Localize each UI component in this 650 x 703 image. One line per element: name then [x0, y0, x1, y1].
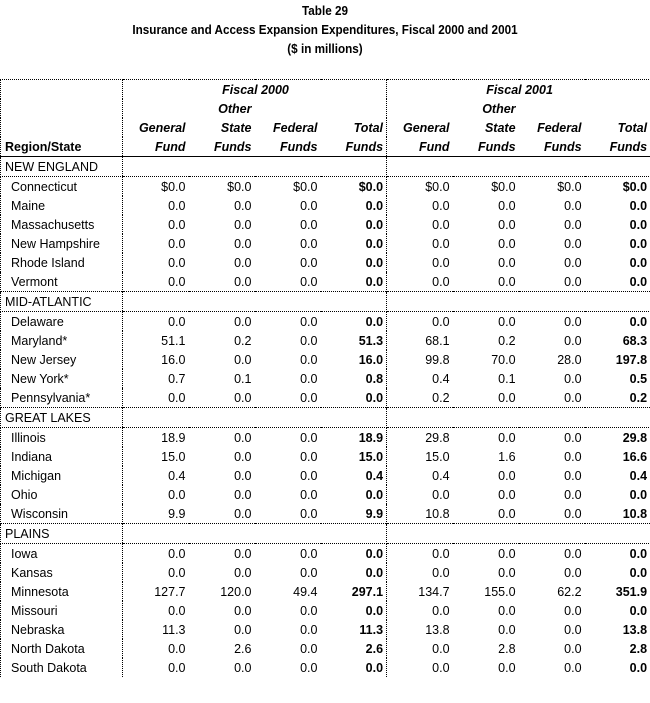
value-cell: 99.8: [425, 352, 450, 367]
value-cell: 9.9: [123, 504, 189, 524]
table-row: [1, 253, 650, 272]
total-cell: 0.0: [585, 485, 650, 504]
value-cell: 0.0: [564, 565, 582, 580]
value-cell: 0.0: [432, 255, 450, 270]
total-cell: 0.0: [585, 658, 650, 677]
region-label: NEW ENGLAND: [1, 157, 123, 177]
region-label: MID-ATLANTIC: [1, 292, 123, 312]
total-cell: 13.8: [585, 620, 650, 639]
value-cell: $0.0: [123, 177, 189, 197]
value-cell: 0.0: [564, 468, 582, 483]
value-cell: 0.0: [300, 546, 318, 561]
value-cell: $0.0: [425, 179, 450, 194]
value-cell: 0.0: [498, 430, 516, 445]
region-label: GREAT LAKES: [1, 408, 123, 428]
value-cell: 0.0: [234, 487, 252, 502]
value-cell: 0.0: [300, 430, 318, 445]
value-cell: 0.0: [564, 660, 582, 675]
value-cell: 0.0: [564, 546, 582, 561]
value-cell: 0.0: [234, 255, 252, 270]
state-name: Michigan: [1, 466, 123, 485]
general-header-2000-b: Fund: [123, 137, 189, 157]
state-name: New Jersey: [1, 350, 123, 369]
total-cell: 351.9: [585, 582, 650, 601]
value-cell: 0.0: [234, 506, 252, 521]
region-row: [1, 157, 650, 177]
total-cell: 197.8: [585, 350, 650, 369]
value-cell: 0.0: [234, 449, 252, 464]
table-row: [1, 234, 650, 253]
general-header-2000-a: General: [123, 118, 189, 137]
region-label: PLAINS: [1, 524, 123, 544]
total-cell: $0.0: [321, 177, 387, 197]
table-row: [1, 485, 650, 504]
table-row: [1, 582, 650, 601]
value-cell: 0.0: [234, 352, 252, 367]
value-cell: 0.0: [498, 546, 516, 561]
total-cell: 0.2: [585, 388, 650, 408]
value-cell: 49.4: [293, 584, 318, 599]
table-body: [1, 157, 650, 678]
total-cell: 0.0: [321, 215, 387, 234]
value-cell: 0.0: [564, 430, 582, 445]
value-cell: 0.0: [432, 603, 450, 618]
value-cell: 0.0: [234, 622, 252, 637]
table-row: [1, 639, 650, 658]
total-cell: 29.8: [585, 428, 650, 448]
table-row: [1, 504, 650, 524]
state-name: New York*: [1, 369, 123, 388]
value-cell: 0.0: [300, 333, 318, 348]
value-cell: 70.0: [491, 352, 516, 367]
total-cell: 18.9: [321, 428, 387, 448]
state-name: Iowa: [1, 544, 123, 564]
table-row: [1, 196, 650, 215]
value-cell: 0.0: [300, 371, 318, 386]
value-cell: 0.0: [300, 390, 318, 405]
total-cell: 0.0: [585, 196, 650, 215]
table-title-block: [0, 0, 650, 61]
value-cell: 0.0: [300, 468, 318, 483]
table-row: [1, 620, 650, 639]
value-cell: 0.0: [564, 449, 582, 464]
other-header-2001-c: Funds: [453, 137, 519, 157]
state-name: Ohio: [1, 485, 123, 504]
value-cell: 0.0: [432, 487, 450, 502]
total-cell: 0.0: [321, 312, 387, 332]
state-name: Rhode Island: [1, 253, 123, 272]
other-header-2000-c: Funds: [189, 137, 255, 157]
table-row: [1, 658, 650, 677]
total-cell: 0.0: [321, 544, 387, 564]
total-cell: 11.3: [321, 620, 387, 639]
table-row: [1, 544, 650, 564]
value-cell: 0.7: [123, 369, 189, 388]
value-cell: 11.3: [123, 620, 189, 639]
value-cell: 0.0: [564, 333, 582, 348]
total-cell: $0.0: [585, 177, 650, 197]
table-row: [1, 428, 650, 448]
table-row: [1, 388, 650, 408]
total-cell: 0.0: [585, 234, 650, 253]
value-cell: 0.0: [498, 255, 516, 270]
value-cell: 62.2: [557, 584, 582, 599]
table-row: [1, 601, 650, 620]
total-cell: 0.0: [321, 485, 387, 504]
total-cell: 0.0: [585, 544, 650, 564]
value-cell: 0.0: [498, 506, 516, 521]
total-header-2000-b: Funds: [321, 137, 387, 157]
value-cell: 0.0: [432, 217, 450, 232]
value-cell: 0.0: [123, 658, 189, 677]
total-cell: 16.6: [585, 447, 650, 466]
total-header-2000-a: Total: [321, 118, 387, 137]
value-cell: 10.8: [425, 506, 450, 521]
total-cell: 2.6: [321, 639, 387, 658]
value-cell: 0.0: [564, 371, 582, 386]
value-cell: 68.1: [425, 333, 450, 348]
value-cell: 0.0: [498, 236, 516, 251]
state-name: Maryland*: [1, 331, 123, 350]
value-cell: 16.0: [123, 350, 189, 369]
total-cell: 0.0: [585, 253, 650, 272]
state-name: Minnesota: [1, 582, 123, 601]
value-cell: 0.0: [300, 449, 318, 464]
value-cell: 0.0: [432, 565, 450, 580]
table-units: ($ in millions): [287, 41, 363, 56]
value-cell: 0.0: [300, 622, 318, 637]
value-cell: $0.0: [293, 179, 318, 194]
value-cell: 0.0: [234, 217, 252, 232]
other-header-2001-b: State: [484, 120, 516, 135]
value-cell: 2.6: [234, 641, 252, 656]
general-header-2001-a: General: [402, 120, 450, 135]
value-cell: 0.0: [564, 217, 582, 232]
value-cell: 0.0: [300, 198, 318, 213]
state-name: South Dakota: [1, 658, 123, 677]
value-cell: 0.0: [564, 603, 582, 618]
table-row: [1, 177, 650, 197]
state-name: Kansas: [1, 563, 123, 582]
value-cell: 0.2: [234, 333, 252, 348]
value-cell: 0.0: [300, 352, 318, 367]
value-cell: 2.8: [498, 641, 516, 656]
value-cell: 0.4: [432, 468, 450, 483]
state-name: Massachusetts: [1, 215, 123, 234]
value-cell: 0.0: [432, 274, 450, 289]
state-name: North Dakota: [1, 639, 123, 658]
header-row-3: [1, 137, 650, 157]
state-name: Maine: [1, 196, 123, 215]
state-name: Pennsylvania*: [1, 388, 123, 408]
total-cell: 0.0: [585, 312, 650, 332]
table-row: [1, 331, 650, 350]
value-cell: 0.0: [123, 215, 189, 234]
header-row-1: [1, 99, 650, 118]
fiscal-2001-header: Fiscal 2001: [387, 80, 650, 100]
total-cell: 0.5: [585, 369, 650, 388]
value-cell: 0.0: [564, 236, 582, 251]
value-cell: 0.4: [123, 466, 189, 485]
value-cell: 0.0: [432, 236, 450, 251]
value-cell: 0.0: [234, 468, 252, 483]
value-cell: 0.0: [234, 660, 252, 675]
value-cell: 51.1: [123, 331, 189, 350]
region-row: [1, 292, 650, 312]
header-row-2: [1, 118, 650, 137]
value-cell: 0.0: [564, 622, 582, 637]
value-cell: 0.0: [564, 487, 582, 502]
total-cell: 0.0: [321, 563, 387, 582]
value-cell: 1.6: [498, 449, 516, 464]
table-row: [1, 312, 650, 332]
value-cell: 0.0: [234, 274, 252, 289]
value-cell: 18.9: [123, 428, 189, 448]
value-cell: 0.0: [234, 603, 252, 618]
value-cell: 0.0: [123, 312, 189, 332]
state-name: Nebraska: [1, 620, 123, 639]
other-header-2001-a: Other: [482, 101, 516, 116]
total-cell: 0.0: [585, 272, 650, 292]
value-cell: 0.0: [123, 388, 189, 408]
total-cell: 0.4: [321, 466, 387, 485]
value-cell: 0.0: [234, 314, 252, 329]
total-cell: 9.9: [321, 504, 387, 524]
region-state-header: Region/State: [1, 137, 123, 157]
other-header-2000-b: State: [220, 120, 252, 135]
table-title: Insurance and Access Expansion Expenditures, Fiscal 2000 and 2001: [132, 22, 518, 37]
value-cell: 0.4: [432, 371, 450, 386]
value-cell: 0.0: [498, 390, 516, 405]
state-name: Connecticut: [1, 177, 123, 197]
value-cell: 127.7: [123, 582, 189, 601]
value-cell: 0.0: [432, 641, 450, 656]
value-cell: 0.0: [123, 485, 189, 504]
value-cell: 29.8: [425, 430, 450, 445]
total-cell: 10.8: [585, 504, 650, 524]
value-cell: 0.0: [300, 236, 318, 251]
state-name: Indiana: [1, 447, 123, 466]
value-cell: 0.0: [432, 546, 450, 561]
value-cell: 0.0: [564, 506, 582, 521]
total-cell: 297.1: [321, 582, 387, 601]
value-cell: $0.0: [491, 179, 516, 194]
value-cell: 0.0: [498, 660, 516, 675]
value-cell: 0.0: [300, 487, 318, 502]
total-cell: 0.0: [585, 215, 650, 234]
value-cell: 0.0: [123, 563, 189, 582]
value-cell: 28.0: [557, 352, 582, 367]
value-cell: 0.0: [300, 660, 318, 675]
value-cell: 0.0: [300, 255, 318, 270]
general-header-2001-b: Fund: [387, 137, 453, 157]
value-cell: 0.0: [123, 639, 189, 658]
table-row: [1, 447, 650, 466]
value-cell: 0.0: [123, 234, 189, 253]
state-name: Illinois: [1, 428, 123, 448]
federal-header-2000-b: Funds: [255, 137, 321, 157]
value-cell: 0.0: [234, 430, 252, 445]
value-cell: $0.0: [227, 179, 252, 194]
state-name: New Hampshire: [1, 234, 123, 253]
federal-header-2000-a: Federal: [273, 120, 318, 135]
value-cell: 0.0: [234, 236, 252, 251]
fiscal-2000-header: Fiscal 2000: [123, 80, 387, 100]
value-cell: 13.8: [425, 622, 450, 637]
table-row: [1, 350, 650, 369]
state-name: Wisconsin: [1, 504, 123, 524]
state-name: Missouri: [1, 601, 123, 620]
value-cell: 0.0: [300, 274, 318, 289]
value-cell: 0.0: [498, 565, 516, 580]
federal-header-2001-a: Federal: [537, 120, 582, 135]
total-cell: 0.8: [321, 369, 387, 388]
value-cell: 0.0: [498, 274, 516, 289]
total-cell: 0.0: [585, 563, 650, 582]
value-cell: 0.0: [123, 601, 189, 620]
value-cell: 0.1: [498, 371, 516, 386]
value-cell: 0.0: [564, 198, 582, 213]
value-cell: 155.0: [484, 584, 516, 599]
total-cell: 0.0: [321, 601, 387, 620]
table-row: [1, 215, 650, 234]
value-cell: 15.0: [425, 449, 450, 464]
value-cell: $0.0: [557, 179, 582, 194]
value-cell: 0.0: [234, 546, 252, 561]
value-cell: 0.0: [564, 390, 582, 405]
value-cell: 0.0: [300, 565, 318, 580]
total-cell: 16.0: [321, 350, 387, 369]
value-cell: 0.0: [498, 603, 516, 618]
value-cell: 134.7: [418, 584, 450, 599]
state-name: Delaware: [1, 312, 123, 332]
table-row: [1, 466, 650, 485]
total-cell: 0.0: [321, 272, 387, 292]
total-cell: 51.3: [321, 331, 387, 350]
value-cell: 0.0: [498, 468, 516, 483]
value-cell: 0.0: [564, 255, 582, 270]
value-cell: 0.2: [432, 390, 450, 405]
value-cell: 0.1: [234, 371, 252, 386]
total-cell: 0.0: [321, 196, 387, 215]
value-cell: 0.0: [498, 217, 516, 232]
value-cell: 0.0: [234, 198, 252, 213]
value-cell: 0.0: [300, 217, 318, 232]
value-cell: 0.0: [234, 565, 252, 580]
value-cell: 0.0: [564, 641, 582, 656]
federal-header-2001-b: Funds: [519, 137, 585, 157]
total-cell: 0.4: [585, 466, 650, 485]
value-cell: 0.0: [234, 390, 252, 405]
total-cell: 0.0: [585, 601, 650, 620]
total-cell: 0.0: [321, 234, 387, 253]
value-cell: 15.0: [123, 447, 189, 466]
value-cell: 0.0: [432, 198, 450, 213]
table-row: [1, 272, 650, 292]
total-header-2001-b: Funds: [585, 137, 650, 157]
value-cell: 0.0: [564, 314, 582, 329]
fiscal-year-header-row: [1, 80, 650, 100]
value-cell: 0.0: [123, 253, 189, 272]
total-cell: 68.3: [585, 331, 650, 350]
region-row: [1, 408, 650, 428]
value-cell: 0.0: [498, 198, 516, 213]
table-number: Table 29: [302, 3, 348, 18]
value-cell: 0.0: [300, 506, 318, 521]
value-cell: 0.0: [498, 314, 516, 329]
value-cell: 0.2: [498, 333, 516, 348]
total-header-2001-a: Total: [585, 118, 650, 137]
table-row: [1, 369, 650, 388]
total-cell: 0.0: [321, 253, 387, 272]
value-cell: 0.0: [300, 314, 318, 329]
total-cell: 0.0: [321, 388, 387, 408]
table-row: [1, 563, 650, 582]
value-cell: 0.0: [123, 544, 189, 564]
state-name: Vermont: [1, 272, 123, 292]
value-cell: 120.0: [220, 584, 252, 599]
total-cell: 0.0: [321, 658, 387, 677]
other-header-2000-a: Other: [218, 101, 252, 116]
value-cell: 0.0: [432, 660, 450, 675]
total-cell: 15.0: [321, 447, 387, 466]
value-cell: 0.0: [432, 314, 450, 329]
value-cell: 0.0: [300, 641, 318, 656]
total-cell: 2.8: [585, 639, 650, 658]
value-cell: 0.0: [123, 196, 189, 215]
value-cell: 0.0: [123, 272, 189, 292]
value-cell: 0.0: [300, 603, 318, 618]
region-row: [1, 524, 650, 544]
value-cell: 0.0: [564, 274, 582, 289]
value-cell: 0.0: [498, 622, 516, 637]
value-cell: 0.0: [498, 487, 516, 502]
expenditures-table: [0, 79, 650, 677]
